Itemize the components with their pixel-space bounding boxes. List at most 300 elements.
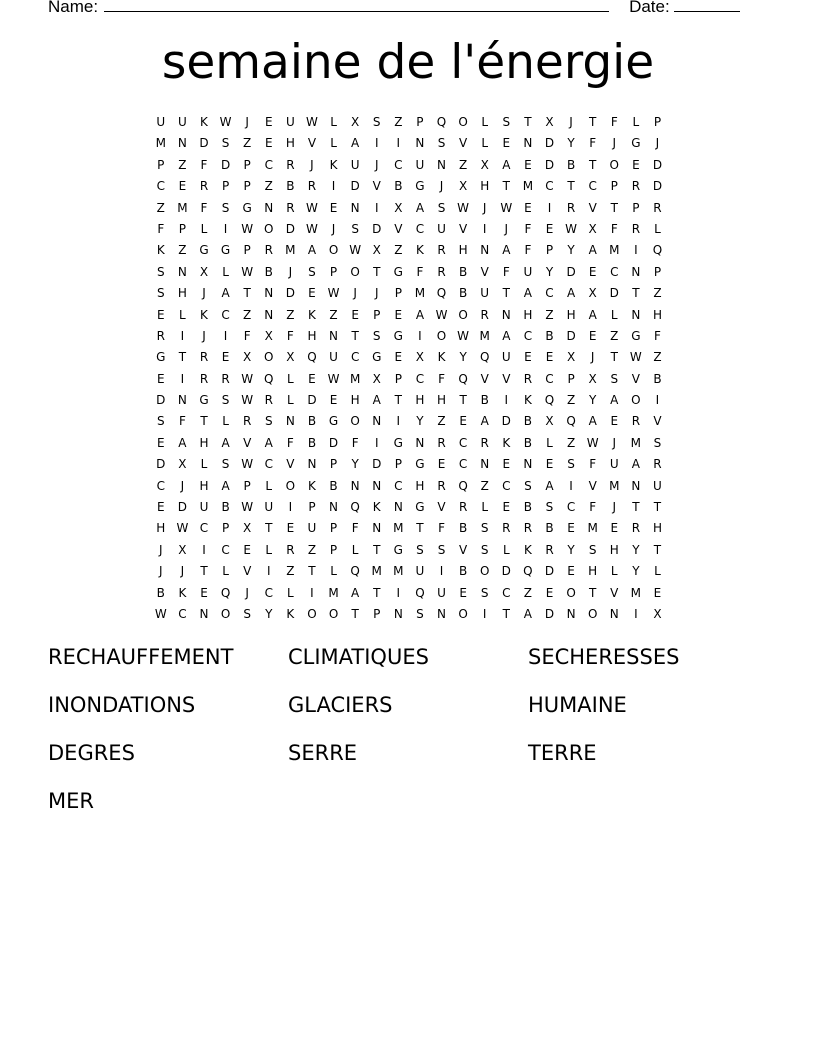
grid-letter[interactable]: I [396, 136, 401, 151]
grid-letter[interactable]: S [567, 457, 575, 472]
grid-letter[interactable]: H [652, 307, 662, 322]
grid-letter[interactable]: A [307, 243, 317, 258]
grid-letter[interactable]: Y [632, 564, 640, 579]
grid-letter[interactable]: H [199, 435, 209, 450]
grid-letter[interactable]: L [481, 500, 489, 515]
grid-letter[interactable]: V [394, 221, 403, 236]
grid-letter[interactable]: T [351, 606, 359, 621]
grid-letter[interactable]: V [243, 564, 252, 579]
grid-letter[interactable]: X [545, 414, 554, 429]
grid-letter[interactable]: W [327, 286, 340, 301]
grid-letter[interactable]: T [567, 179, 575, 194]
grid-letter[interactable]: N [480, 243, 490, 258]
grid-letter[interactable]: D [372, 221, 382, 236]
grid-letter[interactable]: K [200, 115, 208, 129]
grid-letter[interactable]: U [501, 350, 511, 365]
grid-letter[interactable]: Z [286, 564, 295, 579]
grid-letter[interactable]: I [223, 328, 228, 343]
grid-letter[interactable]: Z [566, 393, 576, 408]
grid-letter[interactable]: S [416, 542, 424, 557]
grid-letter[interactable]: X [178, 542, 187, 557]
grid-letter[interactable]: H [177, 286, 187, 301]
grid-letter[interactable]: C [415, 371, 425, 386]
grid-letter[interactable]: T [243, 286, 251, 301]
grid-letter[interactable]: G [199, 393, 209, 408]
grid-letter[interactable]: P [243, 157, 251, 172]
grid-letter[interactable]: Z [156, 200, 165, 215]
grid-letter[interactable]: A [566, 286, 576, 301]
grid-letter[interactable]: C [458, 457, 468, 472]
grid-letter[interactable]: I [180, 371, 185, 386]
grid-letter[interactable]: E [178, 179, 187, 194]
grid-letter[interactable]: S [221, 393, 230, 408]
grid-letter[interactable]: T [351, 328, 359, 343]
grid-letter[interactable]: N [177, 393, 187, 408]
grid-letter[interactable]: S [437, 542, 446, 557]
grid-letter[interactable]: J [180, 564, 185, 579]
grid-letter[interactable]: Z [480, 478, 489, 493]
grid-letter[interactable]: Z [178, 157, 187, 172]
grid-letter[interactable]: A [221, 478, 230, 493]
grid-letter[interactable]: E [329, 393, 338, 408]
grid-letter[interactable]: C [545, 371, 554, 386]
grid-letter[interactable]: X [415, 350, 425, 365]
grid-letter[interactable]: L [330, 564, 337, 579]
grid-letter[interactable]: N [350, 200, 360, 215]
grid-letter[interactable]: R [653, 457, 662, 472]
grid-letter[interactable]: J [504, 221, 509, 236]
grid-letter[interactable]: A [523, 606, 532, 621]
grid-letter[interactable]: M [630, 435, 642, 450]
grid-letter[interactable]: B [545, 521, 554, 536]
grid-letter[interactable]: I [655, 393, 660, 408]
grid-letter[interactable]: B [523, 435, 532, 450]
grid-letter[interactable]: D [156, 457, 166, 472]
grid-letter[interactable]: Z [243, 307, 252, 322]
grid-letter[interactable]: X [588, 286, 597, 301]
grid-letter[interactable]: Y [416, 414, 424, 429]
grid-letter[interactable]: L [502, 542, 510, 557]
grid-letter[interactable]: Z [653, 286, 662, 301]
grid-letter[interactable]: F [589, 136, 597, 151]
grid-letter[interactable]: V [307, 136, 317, 151]
grid-letter[interactable]: U [350, 157, 360, 172]
grid-letter[interactable]: C [545, 179, 554, 194]
grid-letter[interactable]: L [287, 585, 294, 600]
grid-letter[interactable]: L [654, 221, 661, 236]
grid-letter[interactable]: I [482, 221, 487, 236]
grid-letter[interactable]: R [199, 179, 209, 194]
grid-letter[interactable]: P [394, 457, 402, 472]
grid-letter[interactable]: S [221, 136, 230, 151]
grid-letter[interactable]: E [524, 157, 532, 172]
grid-letter[interactable]: E [264, 136, 273, 151]
grid-letter[interactable]: X [653, 606, 662, 621]
grid-letter[interactable]: E [459, 414, 467, 429]
grid-letter[interactable]: Z [264, 179, 273, 194]
grid-letter[interactable]: G [415, 457, 425, 472]
grid-letter[interactable]: X [566, 350, 576, 365]
grid-letter[interactable]: O [436, 328, 447, 343]
grid-letter[interactable]: T [394, 393, 402, 408]
grid-letter[interactable]: F [351, 521, 359, 536]
grid-letter[interactable]: R [264, 393, 273, 408]
grid-letter[interactable]: G [199, 243, 209, 258]
grid-letter[interactable]: E [502, 457, 511, 472]
grid-letter[interactable]: R [458, 500, 468, 515]
grid-letter[interactable]: H [523, 307, 533, 322]
grid-letter[interactable]: W [629, 350, 642, 365]
grid-letter[interactable]: L [200, 221, 208, 236]
grid-letter[interactable]: A [588, 243, 597, 258]
grid-letter[interactable]: R [221, 371, 230, 386]
grid-letter[interactable]: A [588, 414, 597, 429]
grid-letter[interactable]: M [349, 371, 361, 386]
grid-letter[interactable]: P [329, 542, 338, 557]
grid-letter[interactable]: Q [307, 350, 317, 365]
grid-letter[interactable]: S [156, 286, 165, 301]
grid-letter[interactable]: M [285, 243, 296, 258]
grid-letter[interactable]: Q [652, 243, 663, 258]
grid-letter[interactable]: C [394, 157, 403, 172]
grid-letter[interactable]: L [330, 136, 337, 151]
grid-letter[interactable]: V [480, 264, 489, 279]
grid-letter[interactable]: J [569, 115, 573, 129]
grid-letter[interactable]: T [373, 542, 381, 557]
grid-letter[interactable]: J [245, 585, 249, 600]
grid-letter[interactable]: F [502, 264, 510, 279]
grid-letter[interactable]: Y [567, 243, 575, 258]
grid-letter[interactable]: D [652, 157, 663, 172]
grid-letter[interactable]: J [655, 136, 660, 151]
grid-letter[interactable]: A [415, 200, 425, 215]
grid-letter[interactable]: S [243, 606, 251, 621]
grid-letter[interactable]: R [502, 521, 511, 536]
grid-letter[interactable]: R [480, 307, 489, 322]
grid-letter[interactable]: Z [286, 307, 295, 322]
grid-letter[interactable]: Z [653, 350, 662, 365]
grid-letter[interactable]: B [264, 264, 273, 279]
grid-letter[interactable]: W [565, 221, 578, 236]
grid-letter[interactable]: C [458, 435, 468, 450]
grid-letter[interactable]: R [631, 414, 641, 429]
grid-letter[interactable]: X [264, 328, 273, 343]
grid-letter[interactable]: L [265, 478, 273, 493]
grid-letter[interactable]: N [329, 500, 339, 515]
grid-letter[interactable]: U [156, 115, 166, 129]
grid-letter[interactable]: V [588, 478, 597, 493]
grid-letter[interactable]: D [544, 136, 555, 151]
grid-letter[interactable]: C [415, 221, 425, 236]
grid-letter[interactable]: R [307, 179, 317, 194]
grid-letter[interactable]: X [243, 350, 252, 365]
grid-letter[interactable]: N [523, 136, 533, 151]
grid-letter[interactable]: S [156, 264, 165, 279]
grid-letter[interactable]: V [459, 136, 468, 151]
grid-letter[interactable]: L [287, 371, 294, 386]
grid-letter[interactable]: T [502, 286, 510, 301]
grid-letter[interactable]: I [374, 136, 379, 151]
grid-letter[interactable]: F [200, 200, 208, 215]
grid-letter[interactable]: Z [329, 307, 338, 322]
grid-letter[interactable]: W [306, 200, 318, 215]
grid-letter[interactable]: R [286, 542, 295, 557]
grid-letter[interactable]: J [612, 136, 617, 151]
grid-letter[interactable]: M [371, 564, 382, 579]
grid-letter[interactable]: T [416, 521, 424, 536]
grid-letter[interactable]: T [178, 350, 187, 365]
grid-letter[interactable]: I [396, 585, 401, 600]
grid-letter[interactable]: P [653, 264, 662, 279]
grid-letter[interactable]: B [286, 179, 295, 194]
grid-letter[interactable]: X [243, 521, 252, 536]
grid-letter[interactable]: Q [220, 585, 231, 600]
grid-letter[interactable]: W [241, 393, 254, 408]
grid-letter[interactable]: P [329, 264, 338, 279]
grid-letter[interactable]: G [328, 414, 339, 429]
grid-letter[interactable]: K [308, 478, 316, 493]
grid-letter[interactable]: R [437, 243, 446, 258]
grid-letter[interactable]: C [588, 179, 597, 194]
grid-letter[interactable]: Y [567, 542, 575, 557]
grid-letter[interactable]: B [307, 414, 317, 429]
grid-letter[interactable]: S [351, 221, 359, 236]
grid-letter[interactable]: X [458, 179, 468, 194]
grid-letter[interactable]: D [307, 393, 317, 408]
grid-letter[interactable]: M [630, 585, 642, 600]
grid-letter[interactable]: P [373, 606, 381, 621]
grid-letter[interactable]: H [350, 393, 360, 408]
grid-letter[interactable]: V [502, 371, 511, 386]
grid-letter[interactable]: C [566, 500, 576, 515]
grid-letter[interactable]: J [374, 157, 379, 172]
grid-letter[interactable]: F [438, 371, 445, 386]
grid-letter[interactable]: W [176, 521, 189, 536]
grid-letter[interactable]: Y [459, 350, 467, 365]
grid-letter[interactable]: U [480, 286, 490, 301]
grid-letter[interactable]: O [328, 606, 339, 621]
grid-letter[interactable]: E [632, 157, 640, 172]
grid-letter[interactable]: X [480, 157, 489, 172]
grid-letter[interactable]: Y [265, 606, 273, 621]
grid-letter[interactable]: Q [544, 393, 555, 408]
grid-letter[interactable]: W [241, 264, 254, 279]
grid-letter[interactable]: P [178, 221, 187, 236]
grid-letter[interactable]: N [372, 478, 382, 493]
grid-letter[interactable]: E [545, 585, 554, 600]
grid-letter[interactable]: E [157, 435, 165, 450]
grid-letter[interactable]: I [634, 243, 638, 258]
grid-letter[interactable]: M [587, 521, 598, 536]
grid-letter[interactable]: I [266, 564, 271, 579]
grid-letter[interactable]: H [307, 328, 317, 343]
grid-letter[interactable]: E [567, 521, 575, 536]
grid-letter[interactable]: I [634, 606, 638, 621]
grid-letter[interactable]: G [393, 328, 403, 343]
grid-letter[interactable]: R [437, 435, 446, 450]
grid-letter[interactable]: Z [523, 585, 532, 600]
grid-letter[interactable]: D [350, 179, 360, 194]
grid-letter[interactable]: Z [394, 243, 403, 258]
grid-letter[interactable]: L [179, 307, 186, 322]
grid-letter[interactable]: S [524, 478, 532, 493]
grid-letter[interactable]: B [480, 393, 489, 408]
grid-letter[interactable]: H [480, 179, 490, 194]
grid-letter[interactable]: T [653, 500, 662, 515]
grid-letter[interactable]: K [329, 157, 338, 172]
grid-letter[interactable]: M [328, 585, 339, 600]
grid-letter[interactable]: L [200, 457, 208, 472]
grid-letter[interactable]: N [437, 157, 446, 172]
grid-letter[interactable]: W [241, 500, 254, 515]
grid-letter[interactable]: N [372, 414, 382, 429]
grid-letter[interactable]: B [458, 564, 468, 579]
grid-letter[interactable]: R [653, 200, 662, 215]
grid-letter[interactable]: F [178, 414, 186, 429]
grid-letter[interactable]: D [652, 179, 663, 194]
grid-letter[interactable]: L [654, 564, 661, 579]
grid-letter[interactable]: K [286, 606, 295, 621]
grid-letter[interactable]: N [523, 457, 533, 472]
grid-letter[interactable]: N [415, 136, 425, 151]
grid-letter[interactable]: E [502, 136, 511, 151]
grid-letter[interactable]: U [437, 221, 446, 236]
grid-letter[interactable]: N [329, 328, 339, 343]
grid-letter[interactable]: F [438, 521, 445, 536]
grid-letter[interactable]: O [350, 264, 360, 279]
grid-letter[interactable]: E [459, 585, 467, 600]
grid-letter[interactable]: E [610, 414, 619, 429]
grid-letter[interactable]: V [631, 371, 640, 386]
grid-letter[interactable]: C [221, 307, 230, 322]
grid-letter[interactable]: H [588, 564, 598, 579]
grid-letter[interactable]: T [653, 542, 662, 557]
grid-letter[interactable]: J [439, 179, 444, 194]
grid-letter[interactable]: O [566, 585, 576, 600]
grid-letter[interactable]: N [609, 606, 619, 621]
grid-letter[interactable]: W [586, 435, 599, 450]
grid-letter[interactable]: S [653, 435, 662, 450]
grid-letter[interactable]: O [458, 115, 468, 129]
grid-letter[interactable]: N [566, 606, 576, 621]
grid-letter[interactable]: A [415, 307, 425, 322]
grid-letter[interactable]: U [437, 585, 446, 600]
grid-letter[interactable]: P [243, 478, 251, 493]
grid-letter[interactable]: J [310, 157, 314, 172]
grid-letter[interactable]: N [285, 414, 295, 429]
grid-letter[interactable]: Z [566, 435, 576, 450]
grid-letter[interactable]: C [156, 478, 165, 493]
grid-letter[interactable]: B [653, 371, 662, 386]
grid-letter[interactable]: G [220, 243, 231, 258]
grid-letter[interactable]: E [308, 286, 316, 301]
grid-letter[interactable]: C [178, 606, 187, 621]
grid-letter[interactable]: R [199, 371, 209, 386]
grid-letter[interactable]: I [482, 606, 487, 621]
grid-letter[interactable]: Y [632, 542, 640, 557]
grid-letter[interactable]: G [631, 136, 641, 151]
grid-letter[interactable]: I [310, 585, 314, 600]
grid-letter[interactable]: R [437, 478, 446, 493]
grid-letter[interactable]: W [435, 307, 448, 322]
grid-letter[interactable]: E [610, 521, 619, 536]
grid-letter[interactable]: P [243, 179, 251, 194]
grid-letter[interactable]: Z [394, 115, 403, 129]
grid-letter[interactable]: Q [566, 414, 576, 429]
grid-letter[interactable]: H [437, 393, 447, 408]
grid-letter[interactable]: N [415, 435, 425, 450]
grid-letter[interactable]: S [156, 414, 165, 429]
grid-letter[interactable]: O [307, 606, 317, 621]
name-blank-line[interactable] [104, 0, 609, 12]
grid-letter[interactable]: E [200, 585, 208, 600]
grid-letter[interactable]: J [159, 542, 163, 557]
grid-letter[interactable]: I [418, 328, 422, 343]
grid-letter[interactable]: N [631, 478, 641, 493]
grid-letter[interactable]: P [308, 500, 316, 515]
grid-letter[interactable]: C [264, 585, 273, 600]
grid-letter[interactable]: U [609, 457, 619, 472]
grid-letter[interactable]: S [416, 606, 424, 621]
grid-letter[interactable]: E [243, 542, 251, 557]
grid-letter[interactable]: W [306, 115, 318, 129]
grid-letter[interactable]: J [202, 286, 206, 301]
grid-letter[interactable]: K [308, 307, 316, 322]
grid-letter[interactable]: P [329, 521, 338, 536]
grid-letter[interactable]: L [222, 564, 229, 579]
grid-letter[interactable]: R [243, 414, 252, 429]
grid-letter[interactable]: F [524, 243, 532, 258]
grid-letter[interactable]: Q [415, 585, 425, 600]
grid-letter[interactable]: A [502, 328, 511, 343]
grid-letter[interactable]: E [351, 307, 359, 322]
grid-letter[interactable]: B [458, 264, 468, 279]
grid-letter[interactable]: F [589, 457, 597, 472]
grid-letter[interactable]: U [177, 115, 187, 129]
grid-letter[interactable]: I [202, 542, 206, 557]
grid-letter[interactable]: I [439, 564, 444, 579]
grid-letter[interactable]: E [157, 307, 165, 322]
grid-letter[interactable]: B [221, 500, 230, 515]
grid-letter[interactable]: Z [610, 328, 619, 343]
grid-letter[interactable]: H [199, 478, 209, 493]
grid-letter[interactable]: G [631, 328, 641, 343]
grid-letter[interactable]: U [653, 478, 662, 493]
grid-letter[interactable]: X [588, 221, 597, 236]
grid-letter[interactable]: V [610, 585, 619, 600]
grid-letter[interactable]: C [350, 350, 360, 365]
grid-letter[interactable]: R [523, 371, 533, 386]
grid-letter[interactable]: N [264, 307, 274, 322]
grid-letter[interactable]: Q [479, 350, 490, 365]
grid-letter[interactable]: C [502, 478, 511, 493]
grid-letter[interactable]: T [632, 286, 640, 301]
grid-letter[interactable]: J [159, 564, 163, 579]
grid-letter[interactable]: Q [436, 115, 447, 129]
grid-letter[interactable]: P [243, 243, 251, 258]
grid-letter[interactable]: S [480, 585, 489, 600]
grid-letter[interactable]: E [329, 200, 338, 215]
grid-letter[interactable]: T [524, 115, 532, 129]
grid-letter[interactable]: E [157, 371, 165, 386]
grid-letter[interactable]: R [480, 435, 489, 450]
grid-letter[interactable]: O [264, 350, 274, 365]
grid-letter[interactable]: T [373, 585, 381, 600]
grid-letter[interactable]: V [459, 542, 468, 557]
grid-letter[interactable]: Y [567, 136, 575, 151]
grid-letter[interactable]: Q [523, 564, 533, 579]
grid-letter[interactable]: O [220, 606, 231, 621]
